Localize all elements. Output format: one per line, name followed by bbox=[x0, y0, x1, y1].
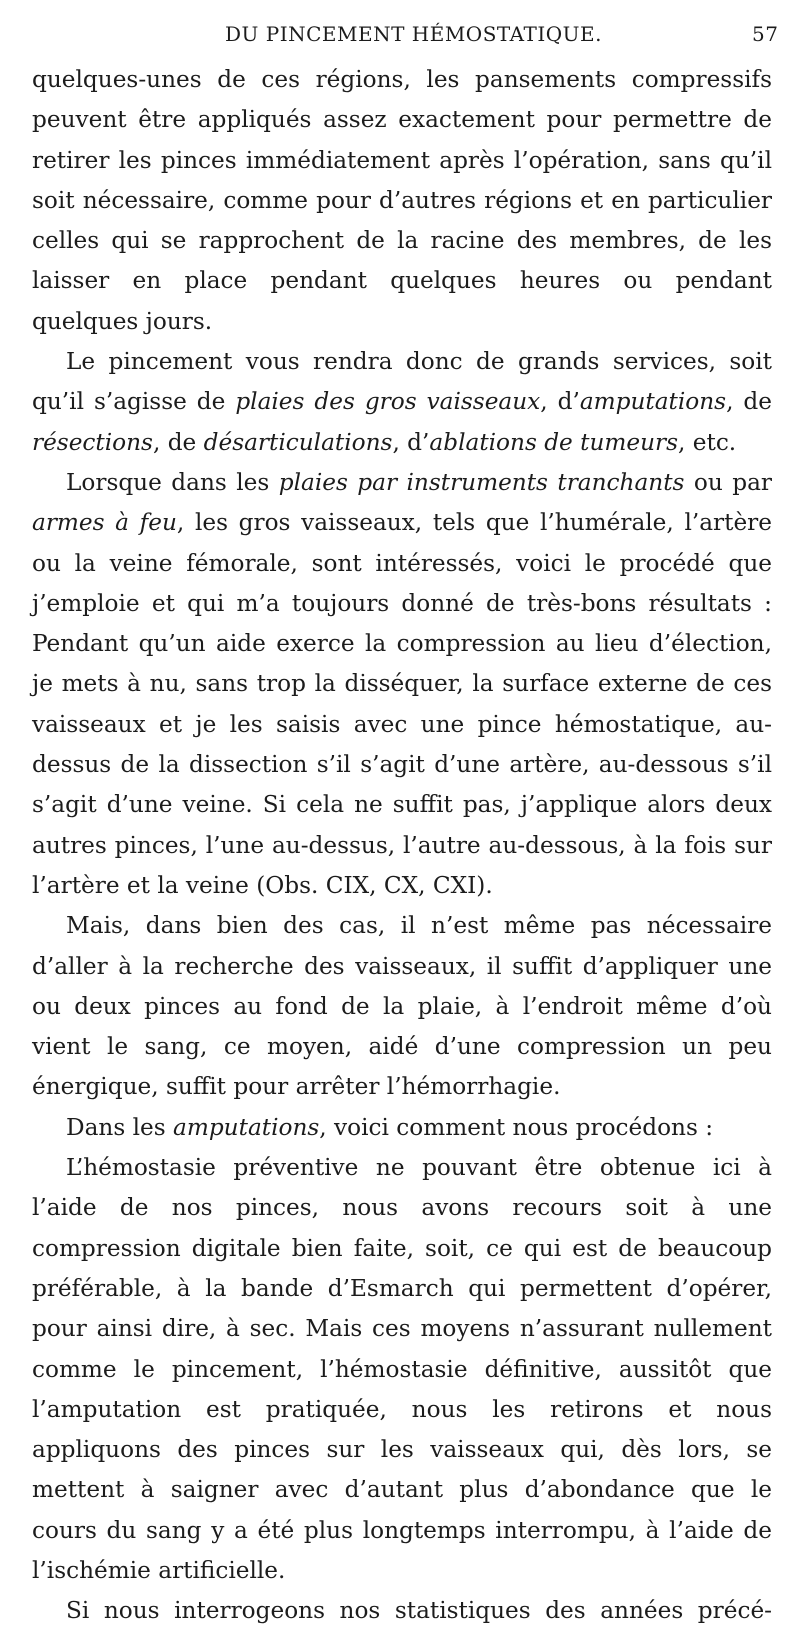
italic-term: armes à feu bbox=[32, 509, 177, 537]
italic-term: désarticulations bbox=[203, 428, 393, 456]
paragraph-pincement-services bbox=[32, 342, 772, 463]
italic-term: plaies par instruments tranchants bbox=[278, 468, 685, 496]
text-run: Dans les bbox=[66, 1113, 174, 1141]
text-run: ou par bbox=[684, 468, 772, 496]
running-title: DU PINCEMENT HÉMOSTATIQUE. bbox=[225, 22, 602, 46]
italic-term: plaies des gros vaisseaux bbox=[235, 388, 541, 416]
italic-term: amputations bbox=[173, 1113, 320, 1141]
page-number: 57 bbox=[752, 22, 779, 46]
paragraph-mais: Mais, dans bien des cas, il n’est même pas nécessaire d’aller à la recherche des vaisseaux, il suffit d’appliquer une ou deux pinces au fond de la plaie, à l’endroit même d’où vient le sang, ce moyen, aidé d’une compression un peu énergique, suffit pour arrêter l’hémorrhagie. bbox=[32, 912, 772, 1101]
text-run: , d’ bbox=[392, 428, 430, 456]
text-run: Lorsque dans les bbox=[66, 468, 279, 496]
paragraph-amputations bbox=[32, 1108, 772, 1148]
italic-term: ablations de tumeurs bbox=[429, 428, 679, 456]
text-run: , de bbox=[152, 428, 204, 456]
text-run: , d’ bbox=[540, 388, 580, 416]
paragraph-hemostasie: L’hémostasie préventive ne pouvant être obtenue ici à l’aide de nos pinces, nous avons recours soit à une compression digitale bien faite, soit, ce qui est de beaucoup préférable, à la bande d’Esmarch qui permettent d’opérer, pour ainsi dire, à sec. Mais ces moyens n’assurant nullement comme le pincement, l’hémostasie définitive, aussitôt que l’amputation est pratiquée, nous les retirons et nous appliquons des pinces sur les vaisseaux qui, dès lors, se mettent à saigner avec d’autant plus d’abondance que le cours du sang y a été plus longtemps interrompu, à l’aide de l’ischémie artificielle. bbox=[32, 1154, 772, 1584]
paragraph-continuation: quelques-unes de ces régions, les pansements compressifs peuvent être appliqués assez exactement pour permettre de retirer les pinces immédiatement après l’opération, sans qu’il soit nécessaire, comme pour d’autres régions et en particulier celles qui se rapprochent de la racine des membres, de les laisser en place pendant quelques heures ou pendant quelques jours. bbox=[32, 66, 772, 335]
text-run: , etc. bbox=[678, 428, 737, 456]
text-run: , de bbox=[726, 388, 772, 416]
text-run: Le pincement vous rendra donc de grands services, soit qu’il s’agisse de bbox=[32, 348, 772, 416]
italic-term: résections bbox=[32, 428, 153, 456]
text-run: , voici comment nous procédons : bbox=[319, 1113, 714, 1141]
body-text bbox=[32, 60, 772, 1632]
text-run: , les gros vaisseaux, tels que l’humérale, l’artère ou la veine fémorale, sont intéressés, voici le procédé que j’emploie et qui m’a toujours donné de très-bons résultats : Pendant qu’un aide exerce la compression au lieu d’élection, je mets à nu, sans trop la disséquer, la surface externe de ces vaisseaux et je les saisis avec une pince hémostatique, au-dessus de la dissection s’il s’agit d’une artère, au-dessous s’il s’agit d’une veine. Si cela ne suffit pas, j’applique alors deux autres pinces, l’une au-dessus, l’autre au-dessous, à la fois sur l’artère et la veine (Obs. CIX, CX, CXI). bbox=[32, 509, 772, 899]
running-header bbox=[0, 22, 800, 52]
paragraph-plaies bbox=[32, 463, 772, 906]
paragraph-statistiques: Si nous interrogeons nos statistiques des années précé- bbox=[66, 1597, 772, 1625]
italic-term: amputations bbox=[579, 388, 727, 416]
